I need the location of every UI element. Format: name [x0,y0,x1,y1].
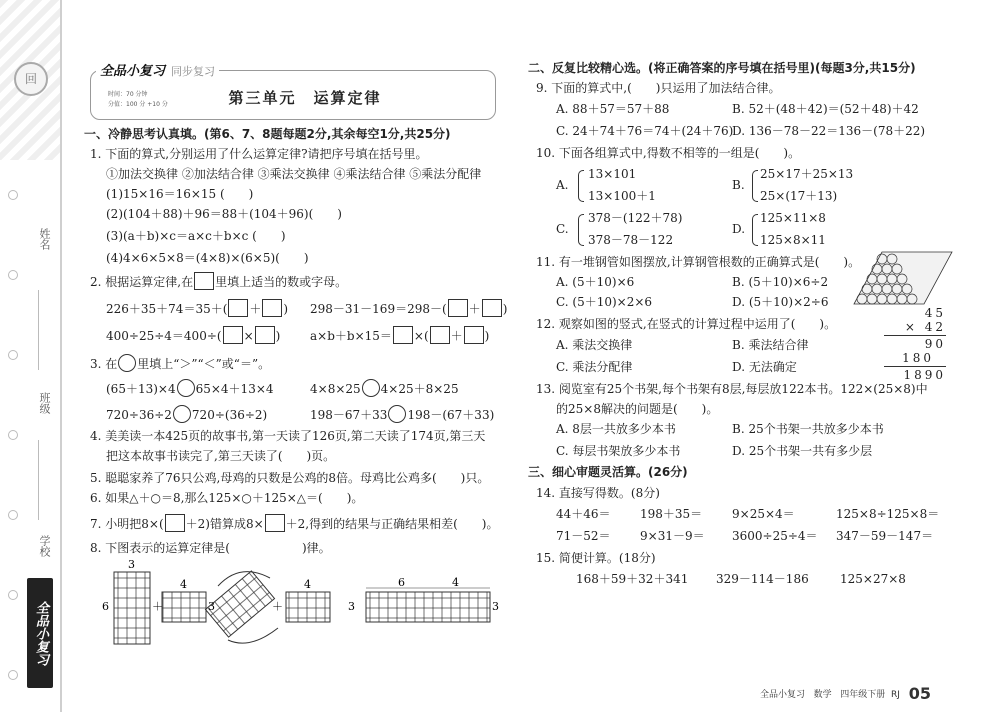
q14-stem: 14. 直接写得数。(8分) [536,486,660,500]
q1-options: ①加法交换律 ②加法结合律 ③乘法交换律 ④乘法结合律 ⑤乘法分配律 [106,167,482,181]
pipe-stack-figure [852,246,956,308]
q10-d-line1: 125×11×8 [760,211,826,225]
class-field-line[interactable] [38,440,39,520]
answer-box[interactable] [223,326,243,344]
answer-box[interactable] [265,514,285,532]
q15-item-2[interactable]: 329－114－186 [716,572,809,586]
answer-box[interactable] [482,299,502,317]
q12-option-a[interactable]: A. 乘法交换律 [556,338,633,352]
answer-box[interactable] [464,326,484,344]
grid-6x3 [114,572,150,644]
vm-row-2: × 42 [904,320,946,334]
answer-box[interactable] [262,299,282,317]
q14-r2-4[interactable]: 347－59－147＝ [836,529,934,543]
q9-option-d[interactable]: D. 136－78－22＝136－(78＋22) [732,124,926,138]
compare-circle[interactable] [362,379,380,397]
answer-box[interactable] [430,326,450,344]
fig-label-3: 3 [128,558,135,571]
fig-label-3: 3 [492,600,499,613]
q11-option-a[interactable]: A. (5＋10)×6 [556,275,635,289]
q10-c-line1: 378－(122＋78) [588,211,683,225]
q9-option-c[interactable]: C. 24＋74＋76＝74＋(24＋76) [556,124,734,138]
medal-icon: 回 [14,62,48,96]
q14-r1-2[interactable]: 198＋35＝ [640,507,703,521]
q4-line-1: 4. 美美读一本425页的故事书,第一天读了126页,第二天读了174页,第三天 [90,429,486,443]
fig-label-plus: ＋ [272,600,283,613]
q10-option-b-label[interactable]: B. [732,178,745,192]
q3-item-a: (65＋13)×4 65×4＋13×4 [106,379,274,397]
q14-r1-4[interactable]: 125×8÷125×8＝ [836,507,940,521]
compare-circle[interactable] [177,379,195,397]
answer-box[interactable] [393,326,413,344]
q10-stem: 10. 下面各组算式中,得数不相等的一组是( )。 [536,146,801,160]
q13-option-c[interactable]: C. 每层书架放多少本书 [556,444,681,458]
name-field-line[interactable] [38,290,39,370]
q11-option-b[interactable]: B. (5＋10)×6÷2 [732,275,829,289]
q4-line-2[interactable]: 把这本故事书读完了,第三天读了( )页。 [106,449,336,463]
grid-3x4-b [286,592,330,622]
q10-b-line1: 25×17＋25×13 [760,167,854,181]
fig-label-3: 3 [208,600,215,613]
fig-label-3: 3 [348,600,355,613]
q3-item-c: 720÷36÷2 720÷(36÷2) [106,405,267,423]
answer-box[interactable] [255,326,275,344]
q1-item-4[interactable]: (4)4×6×5×8＝(4×8)×(6×5)( ) [106,251,309,265]
brace [752,214,758,246]
q9-option-b[interactable]: B. 52＋(48＋42)＝(52＋48)＋42 [732,102,919,116]
fig-label-4: 4 [304,578,311,591]
brace [752,170,758,202]
section-3-title: 三、细心审题灵活算。(26分) [528,465,688,479]
box-symbol [194,272,214,290]
brand-logo-text: 全品小复习 [100,64,166,79]
q14-r2-3[interactable]: 3600÷25÷4＝ [732,529,818,543]
grid-3x10 [366,592,490,622]
q15-stem: 15. 简便计算。(18分) [536,551,656,565]
vm-row-4: 180 [902,351,934,365]
q2-item-a: 226＋35＋74＝35＋( ＋ ) [106,299,288,317]
circle-symbol [118,354,136,372]
header-brand [96,60,219,79]
q8-figure [100,558,500,653]
fig-label-6: 6 [398,576,405,589]
q13-option-b[interactable]: B. 25个书架一共放多少本书 [732,422,884,436]
q1-item-2[interactable]: (2)(104＋88)＋96＝88＋(104＋96)( ) [106,207,342,221]
footer-edition: RJ [890,690,900,700]
section-1-title: 一、冷静思考认真填。(第6、7、8题每题2分,其余每空1分,共25分) [84,127,451,141]
footer-grade: 四年级下册 [840,690,886,700]
q10-b-line2: 25×(17＋13) [760,189,838,203]
q15-item-1[interactable]: 168＋59＋32＋341 [576,572,689,586]
unit-title: 第三单元 运算定律 [228,89,382,107]
q8[interactable]: 8. 下图表示的运算定律是( )律。 [90,541,331,555]
q14-r2-2[interactable]: 9×31－9＝ [640,529,705,543]
time-limit: 时间：70 分钟 [108,91,148,98]
class-label: 班级 [38,392,51,414]
q12-option-b[interactable]: B. 乘法结合律 [732,338,809,352]
q12-stem: 12. 观察如图的竖式,在竖式的计算过程中运用了( )。 [536,317,837,331]
q14-r1-3[interactable]: 9×25×4＝ [732,507,795,521]
grid-3x4 [162,592,206,622]
rotated-grid [205,571,274,637]
fig-label-4: 4 [180,578,187,591]
sidebar-brand-logo: 全品小复习 [27,578,53,688]
answer-box[interactable] [165,514,185,532]
q13-stem-1: 13. 阅览室有25个书架,每个书架有8层,每层放122本书。122×(25×8)中 [536,382,928,396]
q10-d-line2: 125×8×11 [760,233,826,247]
vm-row-5: 1890 [903,368,946,382]
q12-option-c[interactable]: C. 乘法分配律 [556,360,633,374]
q2-item-c: 400÷25÷4＝400÷( × ) [106,326,280,344]
q3-stem: 3. 在 里填上“＞”“＜”或“＝”。 [90,354,270,372]
binding-sidebar [0,0,62,712]
q10-option-d-label[interactable]: D. [732,222,746,236]
footer-subject: 数学 [813,690,832,700]
q13-option-a[interactable]: A. 8层一共放多少本书 [556,422,676,436]
fig-label-6: 6 [102,600,109,613]
q1-stem: 1. 下面的算式,分别运用了什么运算定律?请把序号填在括号里。 [90,147,428,161]
q13-option-d[interactable]: D. 25个书架一共有多少层 [732,444,873,458]
q5[interactable]: 5. 聪聪家养了76只公鸡,母鸡的只数是公鸡的8倍。母鸡比公鸡多( )只。 [90,471,490,485]
page-number: 05 [908,684,932,703]
q11-option-d[interactable]: D. (5＋10)×2÷6 [732,295,829,309]
q14-r1-1[interactable]: 44＋46＝ [556,507,611,521]
vm-row-1: 45 [924,306,946,320]
vertical-multiplication [884,306,946,382]
q11-stem: 11. 有一堆钢管如图摆放,计算钢管根数的正确算式是( )。 [536,255,861,269]
compare-circle[interactable] [388,405,406,423]
q14-r2-1[interactable]: 71－52＝ [556,529,611,543]
q9-stem: 9. 下面的算式中,( )只运用了加法结合律。 [536,81,781,95]
q1-item-1[interactable]: (1)15×16＝16×15 ( ) [106,187,254,201]
brace [578,170,584,202]
q9-option-a[interactable]: A. 88＋57＝57＋88 [556,102,670,116]
q2-item-d: a×b＋b×15＝ ×( ＋ ) [310,326,489,344]
school-label: 学校 [38,535,51,557]
section-2-title: 二、反复比较精心选。(将正确答案的序号填在括号里)(每题3分,共15分) [528,61,916,75]
q6[interactable]: 6. 如果△＋○＝8,那么125×○＋125×△＝( )。 [90,491,364,505]
q15-item-3[interactable]: 125×27×8 [840,572,906,586]
fig-label-plus: ＋ [152,600,163,613]
q1-item-3[interactable]: (3)(a＋b)×c＝a×c＋b×c ( ) [106,229,286,243]
q10-option-c-label[interactable]: C. [556,222,569,236]
q13-stem-2: 的25×8解决的问题是( )。 [556,402,719,416]
fig-label-4: 4 [452,576,459,589]
compare-circle[interactable] [173,405,191,423]
q2-item-b: 298－31－169＝298－( ＋ ) [310,299,507,317]
q12-option-d[interactable]: D. 无法确定 [732,360,797,374]
q10-a-line2: 13×100＋1 [588,189,656,203]
brace [578,214,584,246]
name-label: 姓名 [38,228,51,250]
test-meta [108,90,168,110]
q3-item-b: 4×8×25 4×25＋8×25 [310,379,459,397]
footer-brand: 全品小复习 [760,690,806,700]
q10-option-a-label[interactable]: A. [556,178,569,192]
page-footer [760,684,931,703]
q10-c-line2: 378－78－122 [588,233,674,247]
vm-row-3: 90 [924,337,946,351]
q10-a-line1: 13×101 [588,167,637,181]
q2-stem: 2. 根据运算定律,在 里填上适当的数或字母。 [90,272,347,290]
score-total: 分值：100 分 +10 分 [108,101,168,108]
answer-box[interactable] [448,299,468,317]
sync-label: 同步复习 [171,65,216,78]
q3-item-d: 198－67＋33 198－(67＋33) [310,405,494,423]
q7[interactable]: 7. 小明把8×( ＋2)错算成8× ＋2,得到的结果与正确结果相差( )。 [90,514,498,532]
answer-box[interactable] [228,299,248,317]
q11-option-c[interactable]: C. (5＋10)×2×6 [556,295,653,309]
